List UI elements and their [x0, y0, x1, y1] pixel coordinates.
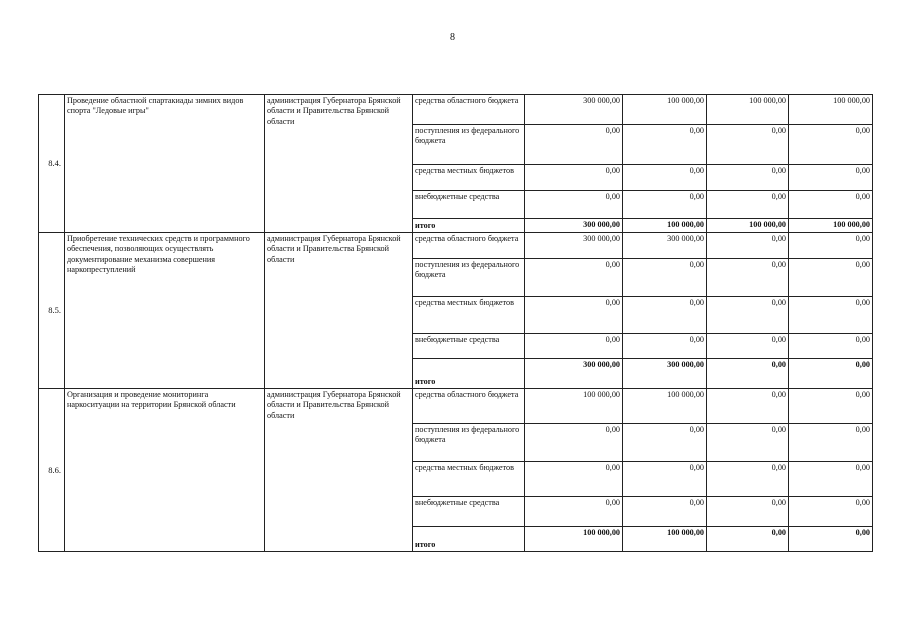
amount-cell: 0,00 [623, 191, 707, 219]
budget-table [38, 94, 873, 552]
amount-cell: 0,00 [623, 165, 707, 191]
amount-cell: 100 000,00 [623, 389, 707, 424]
amount-cell: 0,00 [789, 359, 873, 389]
amount-cell: 100 000,00 [623, 527, 707, 552]
amount-cell: 100 000,00 [525, 389, 623, 424]
funding-source: средства областного бюджета [413, 389, 525, 424]
amount-cell: 0,00 [789, 424, 873, 462]
amount-cell: 0,00 [525, 334, 623, 359]
page-number: 8 [450, 32, 455, 43]
amount-cell: 0,00 [789, 233, 873, 259]
funding-source: поступления из федерального бюджета [413, 125, 525, 165]
funding-source: итого [413, 527, 525, 552]
funding-source: итого [413, 359, 525, 389]
amount-cell: 100 000,00 [789, 95, 873, 125]
section-title: Проведение областной спартакиады зимних видов спорта "Ледовые игры" [65, 95, 265, 233]
amount-cell: 0,00 [789, 191, 873, 219]
amount-cell: 0,00 [707, 191, 789, 219]
funding-source: средства местных бюджетов [413, 297, 525, 334]
amount-cell: 0,00 [525, 191, 623, 219]
funding-source: средства областного бюджета [413, 95, 525, 125]
amount-cell: 0,00 [525, 165, 623, 191]
amount-cell: 0,00 [707, 359, 789, 389]
funding-source: поступления из федерального бюджета [413, 424, 525, 462]
funding-source: поступления из федерального бюджета [413, 259, 525, 297]
table-body [39, 95, 873, 552]
table-row [39, 233, 873, 259]
amount-cell: 0,00 [707, 125, 789, 165]
amount-cell: 100 000,00 [525, 527, 623, 552]
amount-cell: 0,00 [707, 527, 789, 552]
funding-source: итого [413, 219, 525, 233]
amount-cell: 300 000,00 [525, 233, 623, 259]
amount-cell: 0,00 [525, 259, 623, 297]
amount-cell: 0,00 [623, 297, 707, 334]
section-executor: администрация Губернатора Брянской области и Правительства Брянской области [265, 233, 413, 389]
amount-cell: 100 000,00 [623, 95, 707, 125]
amount-cell: 0,00 [623, 259, 707, 297]
amount-cell: 0,00 [707, 165, 789, 191]
amount-cell: 0,00 [525, 462, 623, 497]
amount-cell: 0,00 [623, 497, 707, 527]
amount-cell: 100 000,00 [623, 219, 707, 233]
amount-cell: 0,00 [707, 259, 789, 297]
amount-cell: 300 000,00 [623, 359, 707, 389]
section-number: 8.4. [39, 95, 65, 233]
amount-cell: 100 000,00 [707, 95, 789, 125]
amount-cell: 0,00 [623, 424, 707, 462]
amount-cell: 0,00 [789, 165, 873, 191]
amount-cell: 0,00 [707, 424, 789, 462]
amount-cell: 0,00 [707, 462, 789, 497]
amount-cell: 0,00 [525, 424, 623, 462]
amount-cell: 100 000,00 [707, 219, 789, 233]
amount-cell: 0,00 [623, 462, 707, 497]
amount-cell: 0,00 [789, 389, 873, 424]
amount-cell: 0,00 [789, 527, 873, 552]
table-row [39, 389, 873, 424]
amount-cell: 0,00 [525, 497, 623, 527]
funding-source: внебюджетные средства [413, 334, 525, 359]
amount-cell: 0,00 [525, 297, 623, 334]
section-number: 8.5. [39, 233, 65, 389]
amount-cell: 0,00 [789, 497, 873, 527]
funding-source: внебюджетные средства [413, 191, 525, 219]
amount-cell: 100 000,00 [789, 219, 873, 233]
amount-cell: 0,00 [623, 125, 707, 165]
amount-cell: 0,00 [707, 497, 789, 527]
amount-cell: 300 000,00 [525, 359, 623, 389]
funding-source: средства областного бюджета [413, 233, 525, 259]
amount-cell: 0,00 [789, 259, 873, 297]
amount-cell: 0,00 [707, 297, 789, 334]
funding-source: внебюджетные средства [413, 497, 525, 527]
section-executor: администрация Губернатора Брянской области и Правительства Брянской области [265, 389, 413, 552]
amount-cell: 0,00 [623, 334, 707, 359]
section-title: Организация и проведение мониторинга наркоситуации на территории Брянской области [65, 389, 265, 552]
amount-cell: 0,00 [707, 389, 789, 424]
amount-cell: 0,00 [525, 125, 623, 165]
amount-cell: 0,00 [789, 297, 873, 334]
amount-cell: 300 000,00 [623, 233, 707, 259]
amount-cell: 300 000,00 [525, 95, 623, 125]
amount-cell: 0,00 [707, 233, 789, 259]
section-title: Приобретение технических средств и программного обеспечения, позволяющих осуществлять документирование механизма совершения наркопреступлений [65, 233, 265, 389]
funding-source: средства местных бюджетов [413, 165, 525, 191]
amount-cell: 0,00 [707, 334, 789, 359]
table-row [39, 95, 873, 125]
amount-cell: 0,00 [789, 462, 873, 497]
section-executor: администрация Губернатора Брянской области и Правительства Брянской области [265, 95, 413, 233]
funding-source: средства местных бюджетов [413, 462, 525, 497]
amount-cell: 0,00 [789, 125, 873, 165]
amount-cell: 300 000,00 [525, 219, 623, 233]
section-number: 8.6. [39, 389, 65, 552]
amount-cell: 0,00 [789, 334, 873, 359]
